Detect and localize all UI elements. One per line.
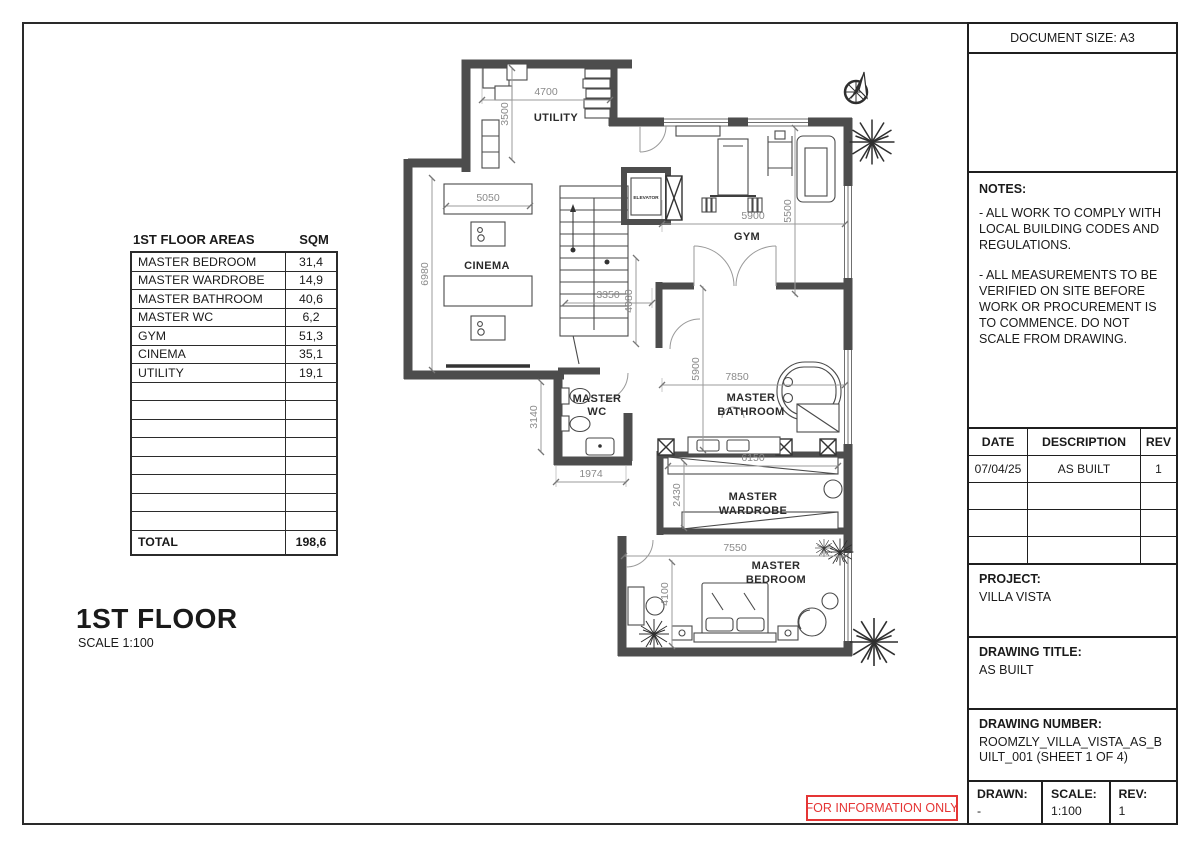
dim-3350: 3350 xyxy=(596,289,620,301)
dim-6150: 6150 xyxy=(741,452,765,464)
area-sqm: 14,9 xyxy=(286,271,338,290)
area-name xyxy=(131,419,286,438)
table-row xyxy=(131,308,337,327)
area-sqm xyxy=(286,438,338,457)
revision-empty-cell xyxy=(969,510,1027,536)
areas-table xyxy=(130,251,338,556)
note-item: - ALL MEASUREMENTS TO BE VERIFIED ON SITE BEFORE WORK OR PROCUREMENT IS TO COMMENCE. DO NOT SCALE FROM DRAWING. xyxy=(979,267,1158,346)
revision-empty-cell xyxy=(969,483,1027,509)
rev-label: REV: xyxy=(1118,787,1148,801)
revision-row-empty xyxy=(969,482,1176,509)
revision-header-date: DATE xyxy=(981,434,1015,449)
revision-rev: 1 xyxy=(1140,456,1176,482)
area-name xyxy=(131,438,286,457)
dim-4100: 4100 xyxy=(659,582,671,606)
area-sqm xyxy=(286,419,338,438)
title-block xyxy=(967,22,1178,825)
area-sqm xyxy=(286,475,338,494)
room-label-master-wc: MASTER xyxy=(572,393,622,405)
room-label-master-bathroom: MASTER xyxy=(726,392,776,404)
table-row xyxy=(131,252,337,271)
areas-table-sqm-header: SQM xyxy=(299,232,329,247)
area-sqm: 51,3 xyxy=(286,327,338,346)
gym-equipment xyxy=(676,126,835,212)
dim-3500: 3500 xyxy=(499,102,511,126)
scale-text: SCALE 1:100 xyxy=(78,636,154,650)
plant-icon xyxy=(850,618,898,666)
area-sqm xyxy=(286,401,338,420)
table-row xyxy=(131,345,337,364)
table-row xyxy=(131,456,337,475)
footer-row xyxy=(969,782,1176,823)
table-row xyxy=(131,382,337,401)
compass-icon xyxy=(845,72,867,103)
area-sqm xyxy=(286,382,338,401)
area-name xyxy=(131,493,286,512)
area-name: GYM xyxy=(131,327,286,346)
cinema-furniture xyxy=(444,184,532,366)
area-sqm xyxy=(286,512,338,531)
areas-table-title: 1ST FLOOR AREAS xyxy=(133,232,255,247)
area-name: MASTER BEDROOM xyxy=(131,252,286,271)
areas-table-header xyxy=(133,232,337,250)
room-label-master-bedroom: MASTER xyxy=(751,560,801,572)
dim-5900-bath: 5900 xyxy=(690,357,702,381)
area-name: UTILITY xyxy=(131,364,286,383)
revision-header-rev: REV xyxy=(1140,429,1176,455)
total-value: 198,6 xyxy=(286,530,338,555)
area-name: MASTER BATHROOM xyxy=(131,290,286,309)
page-title: 1ST FLOOR xyxy=(76,603,238,634)
room-label-master-wc-2: WC xyxy=(587,406,607,418)
table-row xyxy=(131,512,337,531)
revision-table xyxy=(969,429,1176,566)
table-row xyxy=(131,419,337,438)
logo-box xyxy=(969,54,1176,173)
revision-empty-cell xyxy=(1027,510,1140,536)
for-information-only-stamp: FOR INFORMATION ONLY xyxy=(806,795,958,821)
area-sqm: 31,4 xyxy=(286,252,338,271)
table-row xyxy=(131,401,337,420)
area-sqm: 6,2 xyxy=(286,308,338,327)
area-sqm xyxy=(286,493,338,512)
drawn-cell xyxy=(969,782,1041,823)
area-name xyxy=(131,512,286,531)
drawn-value: - xyxy=(977,804,982,818)
dim-5500: 5500 xyxy=(782,199,794,223)
revision-empty-cell xyxy=(1140,483,1176,509)
area-sqm: 40,6 xyxy=(286,290,338,309)
scale-label: SCALE: xyxy=(1051,787,1097,801)
room-label-gym: GYM xyxy=(733,231,761,243)
table-row xyxy=(131,475,337,494)
document-size: DOCUMENT SIZE: A3 xyxy=(969,24,1176,54)
elevator xyxy=(624,170,668,222)
drawing-title-value: AS BUILT xyxy=(979,662,1034,677)
notes-section xyxy=(969,173,1176,429)
revision-row xyxy=(969,455,1176,482)
area-name xyxy=(131,401,286,420)
revision-row-empty xyxy=(969,536,1176,563)
area-name: MASTER WC xyxy=(131,308,286,327)
project-value: VILLA VISTA xyxy=(979,590,1052,605)
room-label-master-bedroom-2: BEDROOM xyxy=(745,574,807,586)
area-name: CINEMA xyxy=(131,345,286,364)
area-sqm: 35,1 xyxy=(286,345,338,364)
area-name xyxy=(131,382,286,401)
table-row xyxy=(131,364,337,383)
dim-1974: 1974 xyxy=(579,468,603,480)
notes-heading: NOTES: xyxy=(979,181,1027,196)
room-label-cinema: CINEMA xyxy=(464,260,510,272)
scale-value: 1:100 xyxy=(1051,804,1082,818)
total-label: TOTAL xyxy=(131,530,286,555)
plant-icon xyxy=(815,539,833,557)
table-row xyxy=(131,438,337,457)
room-label-utility: UTILITY xyxy=(533,112,579,124)
area-sqm: 19,1 xyxy=(286,364,338,383)
rev-cell xyxy=(1109,782,1177,823)
dim-4700: 4700 xyxy=(534,86,558,98)
scale-cell xyxy=(1041,782,1109,823)
drawing-title-label: DRAWING TITLE: xyxy=(979,644,1082,659)
project-label: PROJECT: xyxy=(979,572,1041,587)
drawn-label: DRAWN: xyxy=(977,787,1028,801)
revision-header-description: DESCRIPTION xyxy=(1027,429,1140,455)
revision-empty-cell xyxy=(1140,537,1176,563)
dim-7850: 7850 xyxy=(725,371,749,383)
revision-empty-cell xyxy=(1027,537,1140,563)
dim-6980: 6980 xyxy=(419,262,431,286)
revision-row-empty xyxy=(969,509,1176,536)
dim-5050: 5050 xyxy=(476,192,500,204)
dim-3140: 3140 xyxy=(528,405,540,429)
revision-description: AS BUILT xyxy=(1027,456,1140,482)
table-row xyxy=(131,290,337,309)
drawing-title-section xyxy=(969,638,1176,710)
dim-5900-gym: 5900 xyxy=(741,210,765,222)
drawing-number-value: ROOMZLY_VILLA_VISTA_AS_BUILT_001 (SHEET 1 OF 4) xyxy=(979,734,1162,765)
dim-7550: 7550 xyxy=(723,542,747,554)
room-label-master-wardrobe: MASTER xyxy=(728,491,778,503)
table-row-total xyxy=(131,530,337,555)
dim-2430: 2430 xyxy=(671,483,683,507)
room-label-master-wardrobe-2: WARDROBE xyxy=(718,505,788,517)
revision-header-row xyxy=(969,429,1176,455)
table-row xyxy=(131,327,337,346)
elevator-label: ELEVATOR xyxy=(633,196,659,201)
table-row xyxy=(131,493,337,512)
dim-4080: 4080 xyxy=(623,289,635,313)
project-section xyxy=(969,565,1176,638)
table-row xyxy=(131,271,337,290)
rev-value: 1 xyxy=(1118,804,1126,818)
revision-empty-cell xyxy=(1027,483,1140,509)
area-sqm xyxy=(286,456,338,475)
note-item: - ALL WORK TO COMPLY WITH LOCAL BUILDING CODES AND REGULATIONS. xyxy=(979,205,1161,252)
drawing-number-label: DRAWING NUMBER: xyxy=(979,716,1102,731)
revision-empty-cell xyxy=(1140,510,1176,536)
revision-date: 07/04/25 xyxy=(974,461,1022,476)
plant-icon xyxy=(850,120,895,165)
drawing-number-section xyxy=(969,710,1176,783)
room-label-master-bathroom-2: BATHROOM xyxy=(717,406,785,418)
area-name xyxy=(131,456,286,475)
area-name: MASTER WARDROBE xyxy=(131,271,286,290)
area-name xyxy=(131,475,286,494)
staircase xyxy=(560,186,628,336)
revision-empty-cell xyxy=(969,537,1027,563)
